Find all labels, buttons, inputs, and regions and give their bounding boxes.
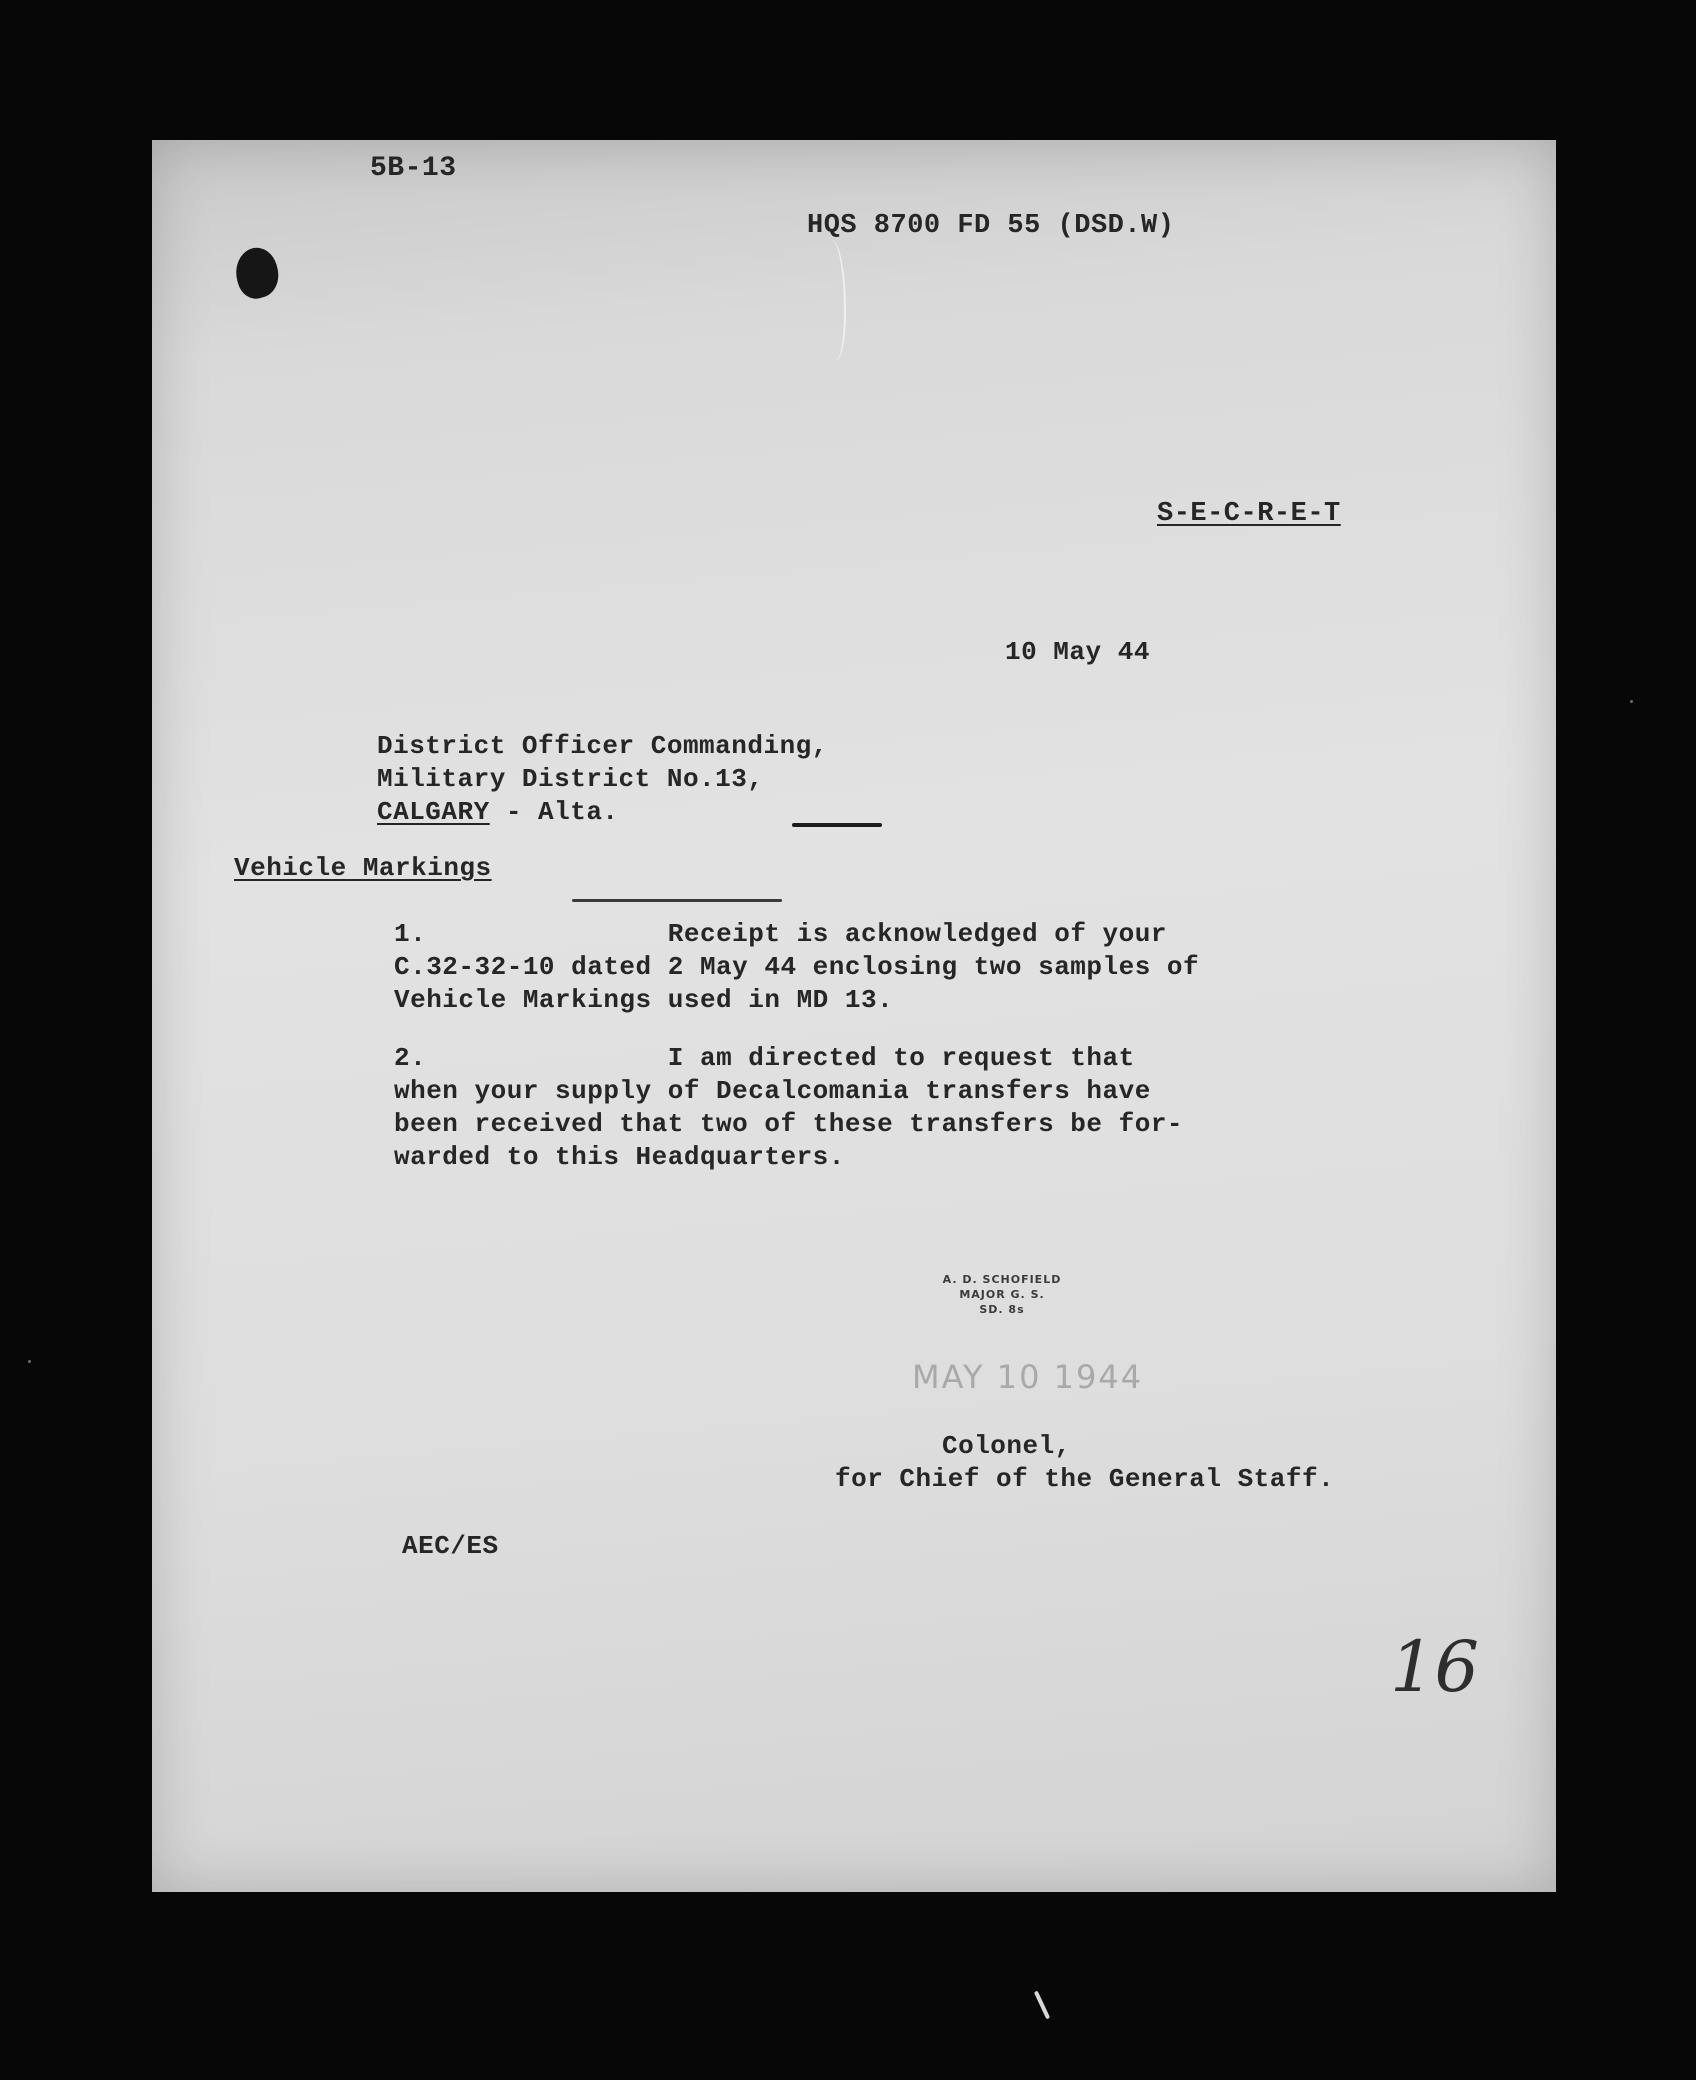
- smudge-mark: [792, 823, 882, 827]
- address-city: CALGARY: [377, 797, 490, 827]
- signature-stamp: [902, 1272, 1102, 1317]
- handwritten-page-number: 16: [1390, 1626, 1480, 1708]
- film-scratch: [822, 240, 846, 360]
- address-province: - Alta.: [489, 797, 619, 827]
- paragraph-1: [394, 918, 1199, 1017]
- smudge-mark: [572, 899, 782, 902]
- address-line-2: Military District No.13,: [377, 764, 764, 794]
- document-page: [152, 140, 1556, 1892]
- stamp-rank: MAJOR G. S.: [959, 1288, 1045, 1301]
- recipient-address: [377, 730, 828, 829]
- paragraph-body: C.32-32-10 dated 2 May 44 enclosing two samples of Vehicle Markings used in MD 13.: [394, 952, 1200, 1015]
- reference-number: HQS 8700 FD 55 (DSD.W): [807, 211, 1175, 241]
- signatory-rank: Colonel,: [942, 1431, 1071, 1461]
- signatory-title: for Chief of the General Staff.: [835, 1464, 1335, 1494]
- received-date-stamp: MAY 10 1944: [912, 1358, 1144, 1396]
- address-line-1: District Officer Commanding,: [377, 731, 828, 761]
- typist-initials: AEC/ES: [402, 1531, 499, 1561]
- ink-blot: [230, 243, 284, 302]
- paragraph-body: when your supply of Decalcomania transfers have been received that two of these transfers be for- warded to this Headquarters.: [394, 1076, 1184, 1172]
- signature-block: [835, 1430, 1441, 1496]
- paragraph-number: 1.: [394, 919, 427, 949]
- subject-line: Vehicle Markings: [234, 853, 492, 883]
- stamp-name: A. D. SCHOFIELD: [942, 1273, 1062, 1286]
- paragraph-first-line: Receipt is acknowledged of your: [667, 919, 1167, 949]
- stamp-unit: SD. 8s: [979, 1303, 1025, 1316]
- paragraph-2: [394, 1042, 1183, 1174]
- paragraph-number: 2.: [394, 1043, 427, 1073]
- classification-marking: S-E-C-R-E-T: [1157, 499, 1341, 529]
- letter-date: 10 May 44: [1005, 637, 1150, 667]
- file-number: 5B-13: [370, 153, 457, 184]
- paragraph-first-line: I am directed to request that: [667, 1043, 1135, 1073]
